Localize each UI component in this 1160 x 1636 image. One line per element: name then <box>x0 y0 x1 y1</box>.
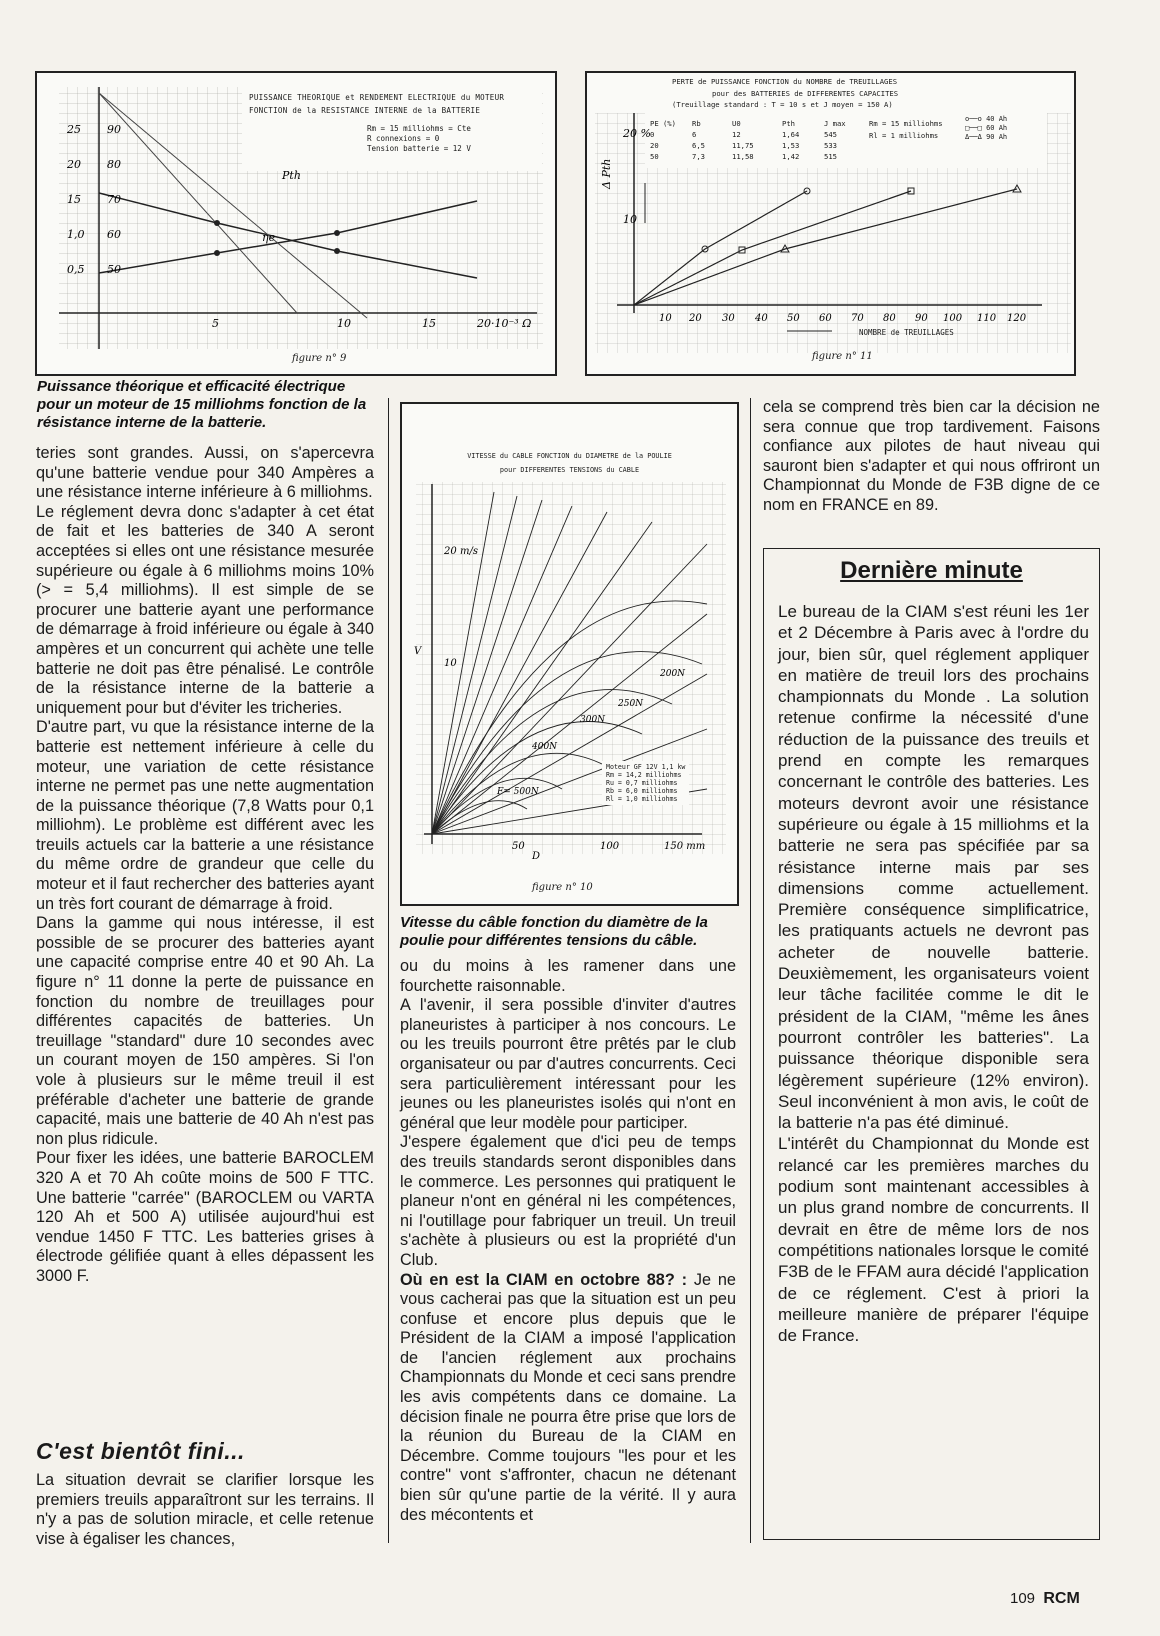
svg-text:Pth: Pth <box>282 169 301 182</box>
svg-text:20·10⁻³ Ω: 20·10⁻³ Ω <box>477 317 532 330</box>
magazine-name: RCM <box>1043 1590 1080 1607</box>
column-rule <box>388 398 389 1543</box>
table-header-cell: J max <box>824 119 846 128</box>
svg-text:25: 25 <box>67 123 81 136</box>
ciam-lead: Où en est la CIAM en octobre 88? : <box>400 1270 688 1289</box>
figure-10 <box>400 402 739 906</box>
svg-text:15: 15 <box>422 317 436 330</box>
figure-9-param: Rm = 15 milliohms = Cte <box>367 124 471 133</box>
figure-11-xlabel: NOMBRE de TREUILLAGES <box>859 328 954 337</box>
table-header-cell: Pth <box>782 119 795 128</box>
figure-11-title-line: PERTE de PUISSANCE FONCTION du NOMBRE de TREUILLAGES <box>672 77 898 86</box>
figure-9-param: Tension batterie = 12 V <box>367 144 471 153</box>
figure-11-param: Rm = 15 milliohms <box>869 119 943 128</box>
table-cell: 1,42 <box>782 152 800 161</box>
motor-line: Moteur GF 12V 1,1 kw <box>606 763 686 771</box>
column-3 <box>763 398 1100 516</box>
figure-10-title <box>402 449 737 477</box>
svg-text:10: 10 <box>337 317 351 330</box>
column-2 <box>400 957 736 1525</box>
figure-11-legend <box>965 115 1007 142</box>
legend-item: o──o 40 Ah <box>965 115 1008 123</box>
table-cell: 1,53 <box>782 141 800 150</box>
figure-10-graph <box>402 404 737 904</box>
table-cell: 7,3 <box>692 152 705 161</box>
svg-text:10: 10 <box>659 313 672 324</box>
derniere-minute-box <box>763 548 1100 1540</box>
box-body <box>764 601 1099 1346</box>
svg-text:15: 15 <box>67 193 81 206</box>
legend-label: 90 Ah <box>986 133 1008 141</box>
svg-text:150 mm: 150 mm <box>664 841 706 852</box>
paragraph: Le bureau de la CIAM s'est réuni les 1er et 2 Décembre à Paris avec à l'ordre du jour, bien sûr, quel réglement appliquer en matière de treuil lors des prochains championnats du Monde . La solution retenue confirme la nécessité d'une réduction de la puissance des treuils et prend en compte les remarques concernant le contrôle des batteries. Les moteurs devront avoir une résistance supérieure ou égale à 15 milliohms et la batterie ne sera pas spécifiée par sa résistance interne mais par ses dimensions comme actuellement. Première conséquence simplificatrice, les pratiquants actuels ne devront pas acheter de nouvelle batterie. Deuxièmement, les organisateurs voient leur tâche facilitée comme le dit le président de la CIAM, "même les ânes pourront contrôler les batteries". La puissance théorique disponible sera légèrement supérieure (12% environ). Seul inconvénient à mon avis, le coût de la batterie n'a pas été diminué. <box>778 602 1089 1133</box>
table-row <box>649 140 855 151</box>
figure-11-table-header <box>649 118 855 129</box>
svg-text:100: 100 <box>943 313 963 324</box>
page-folio <box>1010 1590 1080 1608</box>
paragraph: A l'avenir, il sera possible d'inviter d'autres planeuristes à participer à nos concours. Le ou les treuils pourront être prêtés par le club organisateur ou par d'autres concurrents. Ceci sera particulièrement intéressant pour les jeunes ou les planeuristes isolés qui n'ont en général que leur modèle pour participer. <box>400 996 736 1132</box>
figure-9-label: figure n° 9 <box>292 353 347 364</box>
svg-text:50: 50 <box>787 313 800 324</box>
box-title: Dernière minute <box>840 557 1023 584</box>
paragraph: Pour fixer les idées, une batterie BAROCLEM 320 A et 70 Ah coûte moins de 500 F TTC. Une batterie "carrée" (BAROCLEM ou VARTA 120 Ah et 500 A) utilisée aujourd'hui est vendue 1450 F TTC. Les batteries grises à électrode gélifiée quant à elles dépassent les 3000 F. <box>36 1149 374 1285</box>
svg-text:20: 20 <box>67 158 81 171</box>
svg-text:1,0: 1,0 <box>67 228 85 241</box>
figure-11-param: Rl = 1 milliohms <box>869 131 939 140</box>
svg-text:5: 5 <box>212 317 219 330</box>
svg-text:110: 110 <box>977 313 997 324</box>
paragraph: Le réglement devra donc s'adapter à cet état de fait et les batteries de 340 A seront acceptées si elles ont une résistance mesurée supérieure ou égale à 6 milliohms moins 10% (> = 5,4 milliohms). Il est simple de se procurer une batterie ayant une performance de démarrage à froid inférieure ou égale à 340 ampères et un concurrent qui achète une telle batterie ne doit pas être pénalisé. Le contrôle de la résistance interne de la batterie a uniquement pour but d'éviter les tricheries. <box>36 502 374 717</box>
motor-line: Rm = 14,2 milliohms <box>606 771 682 779</box>
svg-text:60: 60 <box>819 313 832 324</box>
paragraph: Dans la gamme qui nous intéresse, il est possible de se procurer des batteries ayant une capacité comprise entre 40 et 90 Ah. La figure n° 11 donne la perte de puissance en fonction du nombre de treuillages pour différentes capacités de batteries. Un treuillage "standard" dure 10 secondes avec un courant moyen de 150 ampères. Si l'on vole à plusieurs sur le même treuil il est préférable d'acheter une batterie de grande capacité, mais une batterie de 40 Ah n'est pas non plus ridicule. <box>36 914 374 1148</box>
figure-11-params <box>869 118 943 142</box>
svg-text:70: 70 <box>107 193 121 206</box>
table-cell: 11,75 <box>732 141 754 150</box>
table-cell: 1,64 <box>782 130 800 139</box>
svg-text:40: 40 <box>755 313 768 324</box>
paragraph <box>400 1271 736 1526</box>
svg-text:0,5: 0,5 <box>67 263 85 276</box>
figure-9-title-line: FONCTION de la RESISTANCE INTERNE de la BATTERIE <box>249 106 481 115</box>
table-header-cell: Rb <box>692 119 701 128</box>
figure-10-title-line: pour DIFFERENTES TENSIONS du CABLE <box>499 466 640 474</box>
svg-text:D: D <box>532 851 541 862</box>
figure-11-title-line: pour des BATTERIES de DIFFERENTES CAPACITES <box>712 88 899 98</box>
figure-9-param: R connexions = 0 <box>367 134 440 143</box>
svg-text:60: 60 <box>107 228 121 241</box>
svg-text:V: V <box>414 646 422 657</box>
paragraph: cela se comprend très bien car la décision ne sera connue que trop tardivement. Faisons confiance aux pilotes de haut niveau qui sauront bien s'adapter et qui nous offriront un Championnat du Monde de F3B digne de ce nom en FRANCE en 89. <box>763 398 1100 514</box>
legend-label: 60 Ah <box>986 124 1008 132</box>
table-cell: 0 <box>650 130 655 139</box>
figure-9-caption: Puissance théorique et efficacité électrique pour un moteur de 15 milliohms fonction de la résistance interne de la batterie. <box>37 378 367 431</box>
svg-text:400N: 400N <box>532 742 558 752</box>
paragraph: La situation devrait se clarifier lorsque les premiers treuils apparaîtront sur les terrains. Il n'y a pas de solution miracle, et celle retenue vise à égaliser les chances, <box>36 1471 374 1548</box>
svg-text:100: 100 <box>600 841 620 852</box>
figure-11 <box>585 71 1076 376</box>
figure-10-label: figure n° 10 <box>532 882 593 893</box>
section-heading: C'est bientôt fini... <box>36 1438 245 1464</box>
svg-text:250N: 250N <box>618 699 644 709</box>
svg-text:Δ Pth: Δ Pth <box>600 158 613 189</box>
paragraph: L'intérêt du Championnat du Monde est relancé car les premières marches du podium sont maintenant accessibles à un plus grand nombre de concurrents. Il devrait en être de même lors de nos compétitions nationales lorsque le comité F3B de le FFAM aura décidé l'application de ce réglement. C'est à priori la meilleure manière de préparer l'équipe de France. <box>778 1134 1089 1346</box>
motor-line: Ru = 0,7 milliohms <box>606 779 678 787</box>
column-rule <box>750 398 751 1543</box>
svg-text:m/s: m/s <box>460 546 478 557</box>
svg-text:10: 10 <box>444 658 457 669</box>
svg-text:50: 50 <box>512 841 525 852</box>
table-row <box>649 151 855 162</box>
figure-9-params <box>367 124 471 154</box>
svg-text:50: 50 <box>107 263 121 276</box>
ciam-text: Je ne vous cacherai pas que la situation est un peu confuse et encore plus depuis que le Président de la CIAM a imposé l'application de l'ancien réglement aux prochains Championnats du Monde et ceci sans prendre les avis compétents dans ce domaine. La décision finale ne pourra être prise que lors de la réunion du Bureau de la CIAM en Décembre. Comme toujours "les pour et les contre" vont s'affronter, chacun ne détenant bien sûr qu'une partie de la vérité. Il y aura des mécontents et <box>400 1270 736 1524</box>
motor-line: Rl = 1,0 milliohms <box>606 795 678 803</box>
svg-text:20: 20 <box>444 546 457 557</box>
svg-text:F= 500N: F= 500N <box>497 787 539 797</box>
svg-text:30: 30 <box>722 313 735 324</box>
svg-text:200N: 200N <box>660 669 686 679</box>
svg-text:80: 80 <box>107 158 121 171</box>
table-cell: 545 <box>824 130 837 139</box>
page-number: 109 <box>1010 1590 1036 1607</box>
figure-9-title-line: PUISSANCE THEORIQUE et RENDEMENT ELECTRIQUE du MOTEUR <box>249 93 505 102</box>
svg-text:80: 80 <box>883 313 896 324</box>
figure-11-table <box>649 118 855 162</box>
paragraph: ou du moins à les ramener dans une fourchette raisonnable. <box>400 957 736 995</box>
table-cell: 20 <box>650 141 659 150</box>
table-cell: 6 <box>692 130 697 139</box>
table-row <box>649 129 855 140</box>
table-header-cell: U0 <box>732 119 741 128</box>
paragraph: J'espere également que d'ici peu de temps des treuils standards seront disponibles dans le commerce. Les personnes qui pratiquent le planeur n'ont en général ni les compétences, ni l'outillage pour fabriquer un treuil. Un treuil s'achète à plusieurs ou est la propriété d'un Club. <box>400 1133 736 1269</box>
legend-item: □──□ 60 Ah <box>965 124 1008 132</box>
table-cell: 50 <box>650 152 659 161</box>
legend-label: 40 Ah <box>986 115 1008 123</box>
table-cell: 6,5 <box>692 141 705 150</box>
figure-9 <box>35 71 557 376</box>
table-cell: 11,58 <box>732 152 754 161</box>
figure-9-title <box>249 91 504 117</box>
figure-10-title-line: VITESSE du CABLE FONCTION du DIAMETRE de la POULIE <box>467 452 672 460</box>
figure-11-title <box>672 76 898 111</box>
column-1 <box>36 444 374 1287</box>
paragraph: D'autre part, vu que la résistance interne de la batterie est nettement inférieure à celle du moteur, une variation de cette résistance interne ne permet pas une nette augmentation de la puissance théorique (7,8 Watts pour 0,1 milliohm). Le problème est différent avec les treuils actuels car la batterie a une résistance du même ordre de grandeur que celle du moteur et il faut rechercher des batteries ayant un très fort courant de démarrage à froid. <box>36 718 374 913</box>
svg-text:20 %: 20 % <box>623 127 651 140</box>
table-header-cell: PE (%) <box>650 119 676 128</box>
legend-item: Δ──Δ 90 Ah <box>965 133 1008 141</box>
table-cell: 533 <box>824 141 837 150</box>
figure-11-label: figure n° 11 <box>812 351 873 362</box>
svg-text:300N: 300N <box>580 715 606 725</box>
figure-10-motor-box <box>602 761 689 805</box>
svg-text:ηe: ηe <box>262 231 276 244</box>
paragraph: teries sont grandes. Aussi, on s'apercevra qu'une batterie vendue pour 340 Ampères a une résistance interne inférieure à 6 milliohms. <box>36 444 374 502</box>
column-1-tail <box>36 1471 374 1549</box>
figure-11-title-line: (Treuillage standard : T = 10 s et J moyen = 150 A) <box>672 100 893 109</box>
svg-text:20: 20 <box>689 313 702 324</box>
table-cell: 515 <box>824 152 837 161</box>
svg-text:120: 120 <box>1007 313 1027 324</box>
svg-text:90: 90 <box>107 123 121 136</box>
svg-text:70: 70 <box>851 313 864 324</box>
table-cell: 12 <box>732 130 741 139</box>
motor-line: Rb = 6,0 milliohms <box>606 787 678 795</box>
figure-10-caption: Vitesse du câble fonction du diamètre de la poulie pour différentes tensions du câble. <box>400 914 708 949</box>
svg-text:10: 10 <box>623 213 637 226</box>
figure-9-graph <box>37 73 555 374</box>
svg-text:90: 90 <box>915 313 928 324</box>
